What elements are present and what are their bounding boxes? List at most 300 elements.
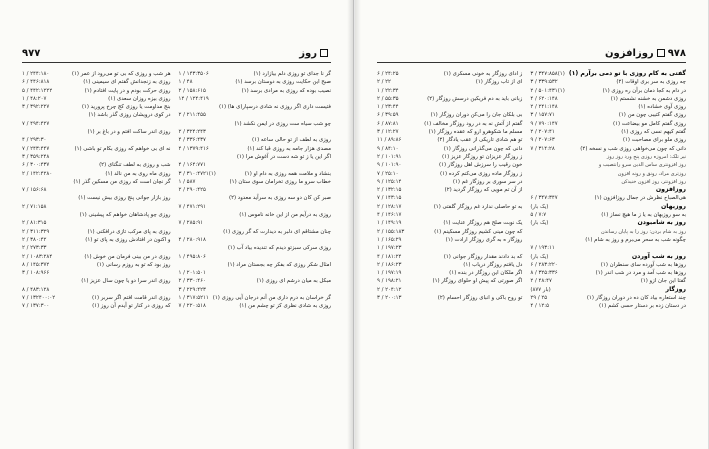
verse-entry (22, 286, 171, 294)
verse-reference: ۵ / ۴۴۲:۱۲۲۲ (22, 87, 53, 94)
verse-entry (530, 228, 686, 236)
verse-text: هی‌الصباح نظرش در جمال روزافزون (۱) (594, 195, 686, 202)
verse-reference: ۶ / ۲۸۳:۲۲۰ (530, 261, 558, 268)
gutter-shadow (355, 0, 361, 449)
verse-entry (530, 277, 686, 285)
verse-text: در کوی درویشان روزی گذر باشد (۱) (88, 112, 171, 119)
verse-reference: ۷ / ۱۹۳:۱۱ (530, 245, 555, 252)
verse-reference: ۴ / ۲۹۳:۳۰ (22, 137, 47, 144)
verse-entry (179, 286, 331, 294)
verse-entry (22, 120, 171, 128)
verse-reference: ۲ / ۲۷۳:۳۳ (22, 245, 47, 252)
verse-entry (22, 161, 171, 169)
verse-text: به تو حاصلی ندارد غم روزگار گلفتی (۱) (433, 203, 523, 210)
entry-column (530, 70, 686, 441)
verse-text: که روزی در کنار تو آیدم آن روز (۱) (92, 303, 171, 310)
verse-reference: ۴ / ۶۲۰:۱۴۸ (530, 95, 558, 102)
verse-text: که چون مینی کشیم روزگار مسکینم (۱) (434, 228, 523, 235)
verse-entry (179, 203, 331, 211)
headword-entry (530, 70, 686, 78)
verse-text: روزی گفتم کتیبی چون من (۱) (618, 112, 686, 119)
verse-entry (22, 228, 171, 236)
verse-reference: ۴ / ۱۴۶:۱۷ (377, 212, 402, 219)
verse-reference: ۱ / ۴۸:۲۰۷ (22, 95, 47, 102)
verse-entry (377, 170, 522, 178)
verse-entry (530, 178, 686, 186)
verse-reference: ۳ / ۳۱۰:۴۷۲۱(۱) (178, 170, 216, 177)
verse-text: تو هم شادی تاریکی از عقب یادگار (۲) (437, 137, 523, 144)
verse-entry (179, 261, 331, 269)
verse-reference: ۱ / ۱۶۵:۲۹ (377, 236, 402, 243)
verse-entry (22, 261, 171, 269)
verse-reference: ۱ / ۴۸ (178, 79, 193, 86)
verse-text: روزی ماه روی به من نالد (۱) (105, 170, 171, 177)
headword-entry (530, 186, 686, 194)
verse-entry (22, 111, 171, 119)
verse-entry (377, 111, 522, 119)
verse-text: شب و روزی به لطف تنگنای (۲) (99, 162, 171, 169)
verse-entry (179, 111, 331, 119)
verse-text: روزی به لطف از تو حالی ساعه (۱) (252, 137, 331, 144)
verse-text: روزی در من بینی فرمان من خوش (۱) (84, 253, 171, 260)
verse-entry (530, 194, 686, 202)
gutter-shadow (347, 0, 353, 449)
verse-reference: ۷ / ۱۳۲۴۰۰:۰۲ (22, 295, 56, 302)
verse-text: روزی اندر سرا دو یا چون سال عزیز (۱) (81, 278, 171, 285)
verse-text: روزی به پای مرکب تازی درافکنی (۱) (87, 228, 171, 235)
headword-entry (530, 253, 686, 261)
verse-reference: ۲۹ / ۲۵ (530, 295, 548, 302)
verse-reference: ۴ / ۲۸۰:۹۱۸ (178, 236, 206, 243)
verse-entry (530, 95, 686, 103)
verse-text: هر شب و روزی که بی تو می‌رود از عمر (۱) (71, 71, 171, 77)
verse-entry (179, 153, 331, 161)
verse-reference: ۶ / ۲۴:۲۵ (377, 71, 399, 77)
verse-entry (530, 261, 686, 269)
verse-text: روز افزونتر، روز افزون خنیدکن (621, 178, 686, 185)
verse-entry (179, 236, 331, 244)
verse-reference: ۲ / ۱۲۸:۱۷ (377, 203, 402, 210)
verse-reference: ۳ / ۳۴۷:۸۵۸(۱) (530, 71, 565, 77)
verse-text: روز به شب آوردن (631, 252, 686, 260)
entry-column (377, 70, 522, 441)
verse-reference: ۲ / ۲۰۷:۴۱ (530, 129, 555, 136)
verse-text: به سو روزبهان به یا ز ما هیچ نساز (۱) (601, 212, 686, 219)
verse-text: روزی به درآیم من از این خانه ناموس (۱) (239, 212, 331, 219)
verse-text: و اکنون در افتادش روزی به پای تو (۱) (85, 236, 171, 243)
verse-reference: ۲ / ۵۵:۳۵ (377, 95, 399, 102)
verse-reference: ۹ / ۱۹۸:۲۱ (377, 278, 402, 285)
verse-text: چگونه شب به سحر می‌برم و روز به شام (۱) (585, 236, 686, 243)
verse-entry (179, 161, 331, 169)
verse-reference: ۷ / ۱۴۳:۱۵ (377, 195, 402, 202)
verse-entry (179, 103, 331, 111)
verse-entry (377, 253, 522, 261)
entry-column (22, 70, 171, 441)
verse-entry (179, 194, 331, 202)
verse-reference: ۱ / ۱۹۷:۲۳ (377, 245, 402, 252)
verse-reference: ۶ / ۴۴۶:۸۱۸ (22, 79, 50, 86)
verse-reference: ۲ / ۳۳۰:۴۶۰ (178, 278, 206, 285)
verse-entry (377, 128, 522, 136)
verse-text: روزها به شب آورده سای سنطران (۱) (600, 261, 686, 268)
verse-text: روزی دشمن به خشنه نشستم (۱) (610, 95, 686, 102)
verse-text: از آن تم مویی که روزگار گردید (۲) (444, 187, 523, 194)
verse-entry (179, 211, 331, 219)
verse-reference: ۲ / ۳۲۴:۲۴۳ (178, 129, 206, 136)
square-icon (657, 49, 665, 57)
verse-entry (377, 277, 522, 285)
verse-reference: ۷ / ۱۳۷:۳۰۰ (22, 303, 50, 310)
verse-text: نصیب بوده که روزی به مرادی برسد (۱) (241, 87, 331, 94)
verse-reference: ۱ / ۲۳:۴۴ (377, 104, 399, 111)
verse-reference: ۷ / ۳۱۴:۲۸ (530, 145, 555, 152)
verse-text: فتیست داری اگر روزی نه شادی درسپار(ی ها) (۱) (218, 104, 331, 111)
verse-reference: ۳ / ۳۹۲:۲۲۷ (22, 104, 50, 111)
verse-entry (530, 145, 686, 153)
verse-entry (377, 194, 522, 202)
verse-entry (22, 145, 171, 153)
verse-text: در دستان زده بر دستار حسی کشم (۱) (599, 303, 686, 310)
verse-entry (530, 111, 686, 119)
verse-entry (377, 178, 522, 186)
verse-entry (179, 228, 331, 236)
verse-entry (530, 120, 686, 128)
verse-text: روزتری مراد، رونق و رونه افزون (617, 170, 686, 177)
verse-entry (377, 103, 522, 111)
verse-text: ز روزگار عزیزان تو روزگار عزیز (۱) (442, 153, 523, 160)
verse-text: مصدی هزار جامه به روزی قبا کند (۱) (247, 145, 331, 152)
verse-entry (22, 302, 171, 310)
verse-entry (22, 277, 171, 285)
verse-reference: ۱۴ / ۱۲۴:۴۱۹ (178, 95, 209, 102)
verse-text: تو روح باکی و انبای روزگار احسام (۲) (437, 295, 523, 302)
verse-text: روزی گفتم کامل مو بیضاعت (۱) (612, 120, 686, 127)
verse-reference: ۸ / ۳۲۵:۳۳۶ (530, 270, 558, 277)
verse-entry (179, 136, 331, 144)
verse-reference: ۷ / ۲۸۵:۹۱ (178, 220, 203, 227)
square-icon (320, 49, 328, 57)
verse-reference: ۷ / ۲۵:۱۰ (377, 170, 399, 177)
verse-entry (22, 95, 171, 103)
verse-entry (530, 78, 686, 86)
verse-text: مبکل به میان درشم ای روزی (۱) (256, 278, 331, 285)
verse-entry (22, 128, 171, 136)
verse-entry (22, 211, 171, 219)
verse-reference: ۳ / ۱۲:۲۷ (377, 129, 399, 136)
verse-reference: ۲ / ۴۸:۴۷ (530, 278, 552, 285)
verse-entry (377, 87, 522, 95)
verse-entry (530, 128, 686, 136)
verse-entry (530, 211, 686, 219)
verse-reference: ۳ / ۱۰۸:۹۶۶ (22, 270, 50, 277)
verse-text: اگر ملکان این روزگار در بنده (۱) (449, 270, 523, 277)
verse-reference: ۲ / ۲۱۱:۴۵۵ (178, 112, 206, 119)
verse-entry (179, 128, 331, 136)
verse-reference: ۷ / ۲۴۳:۴۴۷ (22, 145, 50, 152)
verse-text: صبح این حکایت روزی به دوستان برسد (۱) (235, 79, 331, 86)
verse-text: صبر کن کان دو سه روزی به سرآید معدود (۲) (228, 195, 331, 202)
headword-entry (530, 219, 686, 227)
verse-entry (377, 211, 522, 219)
page-header (377, 48, 686, 63)
verse-entry (179, 186, 331, 194)
verse-entry (22, 294, 171, 302)
verse-text: نه ای بی خواهم که روزی بکام تو باشی (۱) (74, 145, 171, 152)
verse-text: روزی بیزه روزان سعدی (۱) (108, 95, 171, 102)
verse-entry (179, 145, 331, 153)
page-header (22, 48, 331, 63)
verse-text: اگر این یا ز تو شه دست در آغوش مرا (۱) (236, 153, 331, 160)
verse-text: دانی که چون می‌خواهی روزی شب و نسخه (۲) (580, 145, 686, 152)
verse-entry (179, 269, 331, 277)
verse-text: چنان مشتاقم ای دلبر به دیدارت که گر روزی (۱) (223, 228, 331, 235)
verse-reference: ۸ / ۴۸۳:۱۲۸ (22, 286, 50, 293)
verse-reference: ۲ / ۱۰۱:۹۱ (377, 153, 402, 160)
verse-entry (179, 170, 331, 178)
entry-columns (377, 70, 686, 441)
verse-text: امثال شکر روزی که بفکر چه بجستان مراد (۱) (227, 261, 331, 268)
verse-entry (377, 269, 522, 277)
verse-reference: ۷ / ۲۲۰:۵۱۸ (178, 303, 206, 310)
page-number: ۹۷۷ (22, 48, 41, 59)
verse-text: روزبهان (661, 202, 686, 210)
verse-reference: ۲ / ۲۴۱:۱۴۸ (530, 104, 558, 111)
verse-text: اگر صورتی که پیش او حلوای روزگار (۱) (432, 278, 523, 285)
verse-entry (22, 170, 171, 178)
entry-columns (22, 70, 331, 441)
verse-text: چند استعاره بیاد کان ده در دوران روزگار (۱) (586, 295, 686, 302)
headword-entry (530, 203, 686, 211)
verse-text: گفتم از آتش نه به در رود روزگار مخالف (۱) (424, 120, 523, 127)
verse-entry (530, 294, 686, 302)
verse-reference: ۲ / ۳۱۱:۳۲۹ (22, 228, 50, 235)
verse-entry (22, 87, 171, 95)
verse-entry (22, 78, 171, 86)
headword-entry (530, 286, 686, 294)
verse-reference: ۲ / ۳۸۰:۴۲ (22, 236, 47, 243)
verse-reference: ۹ / ۷۹۰:۱۴۷ (530, 120, 558, 127)
verse-entry (530, 136, 686, 144)
verse-entry (22, 70, 171, 78)
verse-entry (377, 294, 522, 302)
verse-text: بنج مداومت یا روزی کج چرخ پرورید (۱) (81, 104, 171, 111)
verse-text: بنشاد و ملامت همه روزی به دام او (۱) (244, 170, 331, 177)
verse-entry (377, 244, 522, 252)
verse-text: ز ادای روزگار به خونی مسکری (۱) (443, 71, 523, 77)
verse-entry (377, 186, 522, 194)
verse-entry (22, 253, 171, 261)
verse-reference: (۸۷۷ بار) (530, 286, 551, 293)
verse-entry (179, 87, 331, 95)
verse-text: گفتی به کام روزی با تو دمی برآرم (۱) (568, 70, 686, 77)
verse-entry (530, 103, 686, 111)
verse-entry (377, 203, 522, 211)
verse-entry (179, 120, 331, 128)
verse-text: ز روزگار ماده روزی می‌کنم کرده (۱) (440, 170, 523, 177)
verse-text: چو شب سیاه ست روزی در ایمن نکشد (۱) (234, 120, 331, 127)
entry-column (179, 70, 331, 441)
verse-entry (22, 186, 171, 194)
verse-reference: ۱ / ۱۹۷:۱۹ (377, 270, 402, 277)
verse-reference: ۷ / ۴۷۱:۲۹۱ (178, 203, 206, 210)
verse-text: روزی ملو برای مصاحبت (۱) (622, 137, 686, 144)
verse-reference: ۲ / ۷۱:۱۵۸ (22, 203, 47, 210)
verse-entry (530, 269, 686, 277)
verse-entry (377, 136, 522, 144)
verse-entry (22, 103, 171, 111)
verse-reference: ۳ / ۱۵۷:۷۱ (530, 112, 555, 119)
verse-entry (179, 70, 331, 78)
verse-text: ای از تاب روزگار (۱) (475, 79, 523, 86)
verse-entry (179, 253, 331, 261)
verse-text: روزی اندر قامت افتم اگر سربر (۱) (91, 295, 171, 302)
verse-reference: ۲ / ۲۹۰:۴۲۵ (178, 187, 206, 194)
verse-entry (22, 178, 171, 186)
verse-text: روزها به شب آمد و مرد در شب اندر (۱) (595, 270, 686, 277)
verse-reference: ۱ / ۴۹۵:۸۰۶ (178, 253, 206, 260)
verse-reference: ۱ / ۵۸۷ (178, 178, 196, 185)
verse-entry (22, 269, 171, 277)
verse-reference: ۴ / ۱۸۱:۲۴ (377, 253, 402, 260)
verse-reference: ۳ / ۳۳۹:۵۳۲ (530, 79, 558, 86)
verse-reference: ۲ / ۱۴۲:۴۲۸۰ (22, 170, 53, 177)
verse-entry (179, 244, 331, 252)
verse-reference: ۲ / ۲۲ (377, 79, 391, 86)
verse-reference: ۲ / ۲۰۴:۱۲ (377, 286, 402, 293)
verse-reference: ۲ / ۱۰۸۳:۲۸۴ (22, 253, 53, 260)
verse-entry (377, 145, 522, 153)
verse-entry (179, 302, 331, 310)
verse-reference: (یک بار) (530, 220, 549, 227)
verse-reference: ۱۱ / ۸۹:۸۶ (377, 137, 402, 144)
verse-reference: ۳ / ۲۰۰:۱۳ (377, 295, 402, 302)
verse-text: چه روزی به سر بری اوقات (۲) (616, 79, 686, 86)
verse-entry (22, 219, 171, 227)
verse-entry (22, 236, 171, 244)
verse-reference: ۲ / ۵۰۱:۴۳۱(۱) (530, 87, 565, 94)
verse-entry (22, 203, 171, 211)
verse-reference: ۹ / ۸۴:۱۰ (377, 145, 399, 152)
verse-entry (530, 161, 686, 169)
verse-text: روز به شام بردن: روز را به پایان رساندن (600, 228, 686, 235)
verse-entry (377, 120, 522, 128)
verse-reference: ۷ / ۱۵۶:۶۸ (22, 187, 47, 194)
verse-reference: ۶ / ۳۰۰:۴۳۷ (22, 162, 50, 169)
verse-text: روزافزون (655, 186, 686, 194)
verse-reference: ۱ / ۲۰۱:۵۰۱ (178, 270, 206, 277)
verse-entry (530, 236, 686, 244)
verse-reference: ۹ / ۱۲۵:۱۴ (377, 178, 402, 185)
verse-reference: (یک بار) (530, 203, 549, 210)
verse-reference: ۱ / ۱۴۹:۱۹ (377, 220, 402, 227)
verse-reference: ۲ / ۱۳۲:۱۵ (377, 187, 402, 194)
verse-entry (377, 219, 522, 227)
verse-text: روزی اندر ساکت افتم و در باغ بر (۱) (87, 129, 171, 136)
verse-text: روزی به زنجدانش گفتم ای سیمینی (۱) (83, 79, 171, 86)
verse-entry (179, 219, 331, 227)
verse-entry (377, 261, 522, 269)
verse-entry (179, 277, 331, 285)
verse-text: خطاب سرو ما روزی تخرامان سوی ستان (۱) (229, 178, 331, 185)
verse-reference: ۸ / ۱۴۵:۳۷۲ (22, 261, 50, 268)
verse-text: روزی چو پادشاهان خواهم که پیشینی (۱) (79, 212, 171, 219)
verse-text: گر خراسان به درم داری من آنم درجان آیی روزی (۱) (212, 295, 331, 302)
verse-reference: ۲ / ۸۱:۳۱۵ (22, 220, 47, 227)
verse-reference: ۱ / ۳۱۷:۵۲۱۱ (178, 295, 209, 302)
verse-entry (22, 153, 171, 161)
verse-entry (377, 95, 522, 103)
verse-text: یک نوبت صلح هم روزگار عنایت (۱) (443, 220, 523, 227)
verse-reference: ۲ / ۱۸۶:۲۳ (377, 261, 402, 268)
verse-text: گر نا جدای تو روزی دلم بیازارد (۱) (253, 71, 331, 77)
verse-text: روز بازار جوانی پنج روزی بیش نیست (۱) (78, 195, 171, 202)
verse-entry (22, 194, 171, 202)
verse-text: در دام به کجا دمان برآن ره روزی (۱) (602, 87, 686, 94)
verse-entry (530, 302, 686, 310)
verse-entry (530, 170, 686, 178)
verse-text: روز افزونتری ساس الدین سرو رانتصیب و (598, 162, 686, 169)
verse-text: روز به شامبودن (637, 219, 686, 227)
verse-entry (179, 78, 331, 86)
verse-text: نیر تلک: امروزه روزی پنج ورد روز روز (606, 153, 686, 160)
verse-reference: ۱ / ۱۴۳:۳۵۰۶ (178, 71, 209, 77)
verse-entry (377, 236, 522, 244)
verse-text: روزگار (665, 285, 686, 293)
verse-entry (530, 153, 686, 161)
verse-entry (377, 161, 522, 169)
verse-entry (179, 294, 331, 302)
verse-reference: ۴ / ۱۳۷۹:۴۱۶ (178, 145, 209, 152)
verse-reference: ۴ / ۳۳۶:۴۳۷ (178, 137, 206, 144)
verse-reference: ۴ / ۱۲:۵ (530, 303, 550, 310)
verse-text: گفتم کیهم نسی که روزی (۱) (621, 129, 686, 136)
verse-text: زبانی باید به دم فریکین درسش روزگار (۲) (427, 95, 523, 102)
verse-text: خون رقیب را سرزش اهل روزگار (۱) (438, 162, 523, 169)
verse-text: در سر سوری بر روزگار غم (۱) (452, 178, 523, 185)
verse-entry (22, 136, 171, 144)
verse-text: گفتا این جان ازو (۱) (640, 278, 686, 285)
verse-reference: ۱ / ۲۲:۳۴ (377, 87, 399, 94)
verse-reference: ۴ / ۱۶۴:۷۷۱ (178, 162, 206, 169)
verse-entry (22, 244, 171, 252)
verse-reference: ۷ / ۴۹۴:۴۲۷ (22, 120, 50, 127)
verse-reference: ۶ / ۳۹:۵۹ (377, 112, 399, 119)
verse-reference: ۹ / ۲۰۷:۶۳ (530, 137, 555, 144)
verse-text: روزی سرکی سبزتو دیدم که تندیده بیاد آب (۱) (227, 245, 331, 252)
verse-reference: ۲ / ۱۵۸:۶۱۵ (178, 87, 206, 94)
page-number: ۹۷۸روزافزون (605, 48, 686, 59)
right-page (354, 0, 708, 449)
verse-reference: ۲ / ۱۵۵:۱۸۳ (377, 228, 405, 235)
running-title: روز (299, 48, 331, 59)
verse-text: گر نچان است که روزی من مسکین گذر (۱) (73, 178, 171, 185)
verse-text: روز بود که تو به روزم رسانی (۱) (96, 261, 171, 268)
verse-reference: ۶ / ۳۴۷:۳۴۷ (530, 195, 558, 202)
verse-entry (179, 178, 331, 186)
verse-reference: ۶ / ۸۷:۸۱ (377, 120, 399, 127)
verse-entry (530, 244, 686, 252)
verse-text: روزی به شادی نظری کز تو چشم من (۱) (239, 303, 331, 310)
verse-reference: ۹ / ۱۰۱:۹۰ (377, 162, 402, 169)
verse-text: روزی آوی خشاده (۱) (638, 104, 686, 111)
verse-reference: ۵ / ۷:۷ (530, 212, 547, 219)
verse-entry (530, 87, 686, 95)
left-page (0, 0, 354, 449)
verse-text: دل یافتم روزگار دریاب (۱) (463, 261, 523, 268)
verse-entry (377, 228, 522, 236)
verse-entry (377, 78, 522, 86)
